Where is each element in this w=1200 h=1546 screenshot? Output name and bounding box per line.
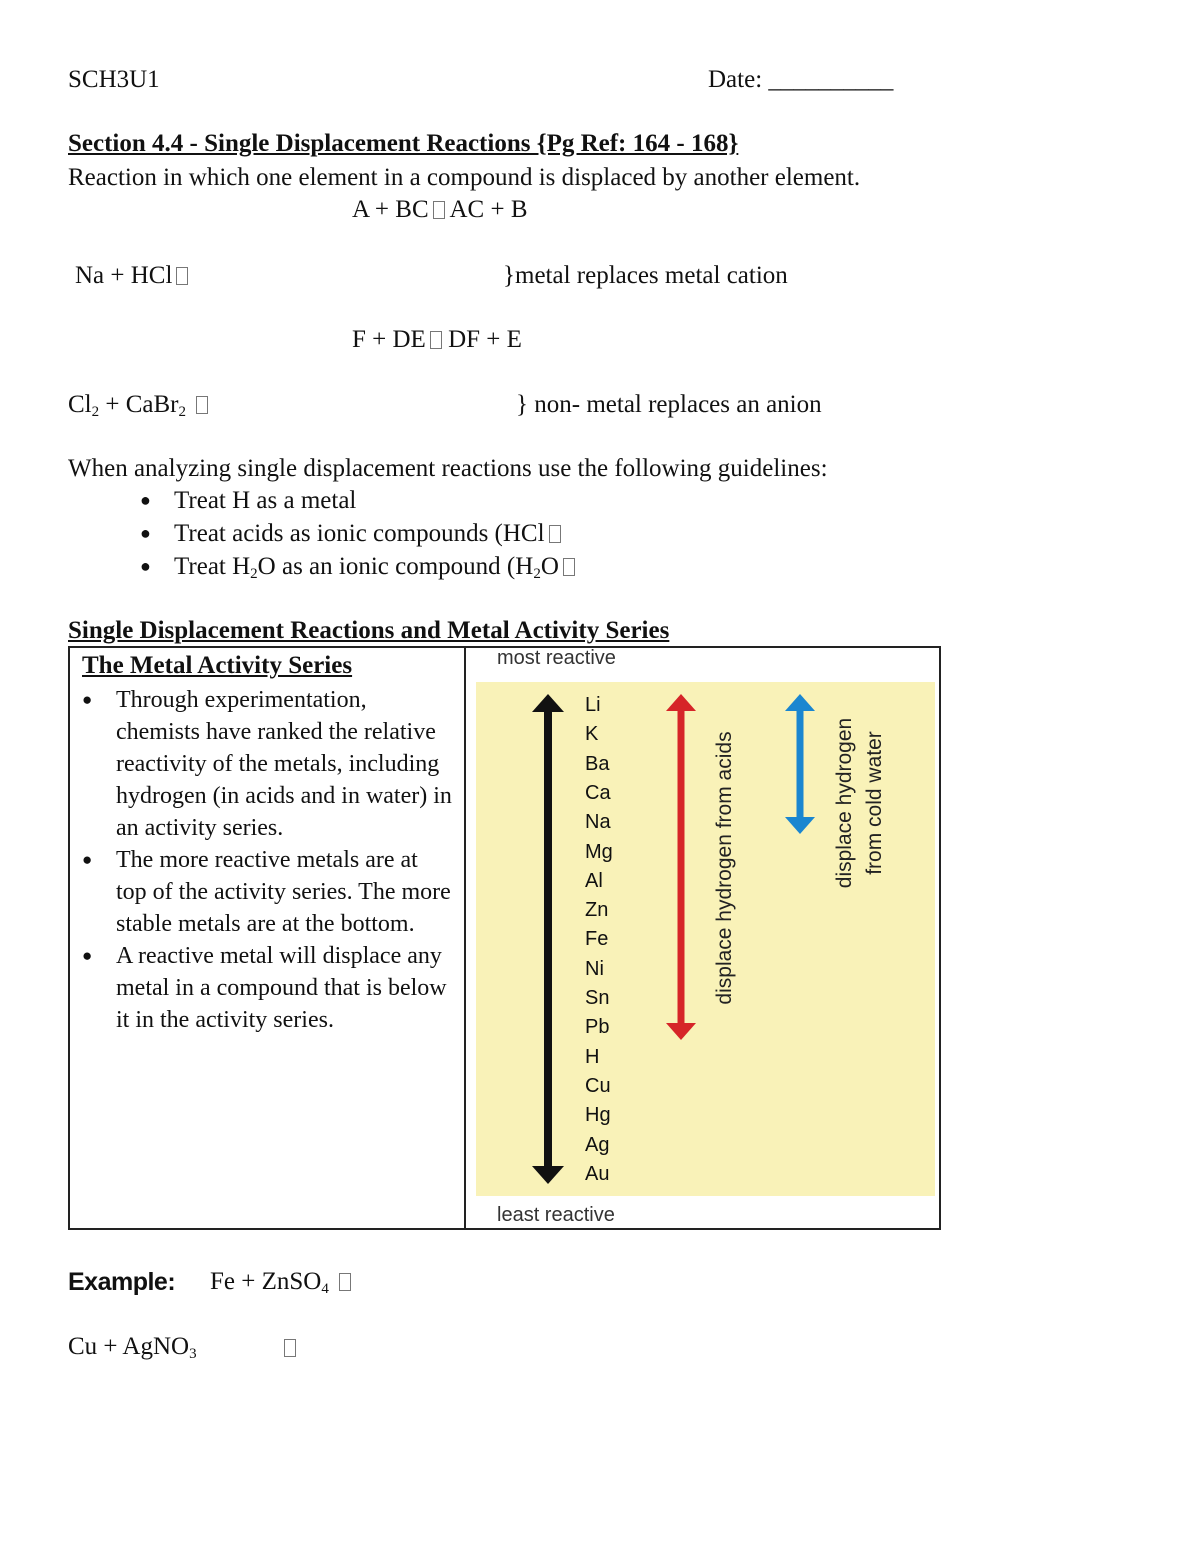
example-cu-agno3 <box>68 1333 197 1361</box>
date-field: Date: __________ <box>708 66 894 93</box>
metal-symbol: Ag <box>585 1133 610 1156</box>
example-reactants: Cu + AgNO <box>68 1333 190 1360</box>
subscript: 2 <box>91 404 100 420</box>
example-label: Example: <box>68 1268 176 1296</box>
metal-symbol: Li <box>585 694 601 716</box>
cold-water-label <box>830 698 890 908</box>
example-reactants: Fe + ZnSO <box>210 1268 322 1295</box>
subscript: 2 <box>533 566 541 582</box>
na-hcl-reactants: Na + HCl <box>75 262 173 289</box>
series-title: Single Displacement Reactions and Metal Activity Series <box>68 617 670 644</box>
list-item: ● A reactive metal will displace any metal in a compound that is below it in the activity series. <box>82 940 454 1036</box>
guideline-text: Treat H <box>174 553 251 580</box>
left-cell-heading: The Metal Activity Series <box>82 652 353 679</box>
metal-symbol: Cu <box>585 1074 611 1097</box>
guideline-text: Treat H as a metal <box>174 487 357 514</box>
metal-symbol: K <box>585 723 599 746</box>
reactivity-arrow <box>532 694 564 1184</box>
water-arrow <box>785 694 815 834</box>
metal-symbol: Ni <box>585 957 604 980</box>
guideline-text: O as an ionic compound (H <box>257 553 534 580</box>
guideline-text: Treat acids as ionic compounds (HCl <box>174 520 545 547</box>
example-fe-znso4 <box>210 1268 351 1296</box>
water-label-line: displace hydrogen <box>833 717 856 889</box>
cl-symbol: Cl <box>68 391 92 418</box>
metal-symbol: Pb <box>585 1016 610 1039</box>
subscript: 2 <box>250 566 258 582</box>
metal-symbol: Sn <box>585 987 610 1009</box>
guideline-text: O <box>540 553 559 580</box>
water-label-line: from cold water <box>863 731 886 875</box>
section-title: Section 4.4 - Single Displacement Reactions {Pg Ref: 164 - 168} <box>68 130 739 157</box>
metal-symbol: Mg <box>585 840 613 863</box>
metal-symbol: Hg <box>585 1104 611 1127</box>
list-item: ● Through experimentation, chemists have ranked the relative reactivity of the metals, including hydrogen (in acids and in water) in an activity series. <box>82 684 454 844</box>
metal-symbol: Zn <box>585 899 609 922</box>
equation-products: AC + B <box>449 196 528 223</box>
least-reactive-label: least reactive <box>497 1204 615 1226</box>
acids-arrow <box>666 694 696 1040</box>
equation-reactants: F + DE <box>352 326 426 353</box>
equation-reactants: A + BC <box>352 196 429 223</box>
acids-label: displace hydrogen from acids <box>713 731 736 1005</box>
arrow-placeholder-icon <box>284 1339 296 1357</box>
arrow-placeholder-icon <box>339 1273 351 1291</box>
list-item: ● The more reactive metals are at top of the activity series. The more stable metals are at the bottom. <box>82 844 454 940</box>
subscript: 2 <box>178 404 186 420</box>
metal-symbol: Fe <box>585 928 609 951</box>
metal-symbol: Ca <box>585 781 611 804</box>
metal-symbol: H <box>585 1045 600 1068</box>
cabr-symbol: + CaBr <box>99 391 179 418</box>
metal-symbol: Au <box>585 1162 610 1185</box>
subscript: 4 <box>321 1281 329 1297</box>
metal-symbol: Al <box>585 869 603 892</box>
metal-replaces-note: }metal replaces metal cation <box>503 262 788 289</box>
metal-symbol: Na <box>585 811 611 834</box>
metal-symbol: Ba <box>585 752 610 775</box>
cu-agno3-arrow <box>280 1333 296 1362</box>
guidelines-intro: When analyzing single displacement reactions use the following guidelines: <box>68 455 828 482</box>
definition-text: Reaction in which one element in a compound is displaced by another element. <box>68 164 861 191</box>
subscript: 3 <box>189 1346 197 1362</box>
course-code: SCH3U1 <box>68 66 160 93</box>
nonmetal-replaces-note: } non- metal replaces an anion <box>516 391 822 418</box>
equation-products: DF + E <box>448 326 522 353</box>
most-reactive-label: most reactive <box>497 647 616 669</box>
